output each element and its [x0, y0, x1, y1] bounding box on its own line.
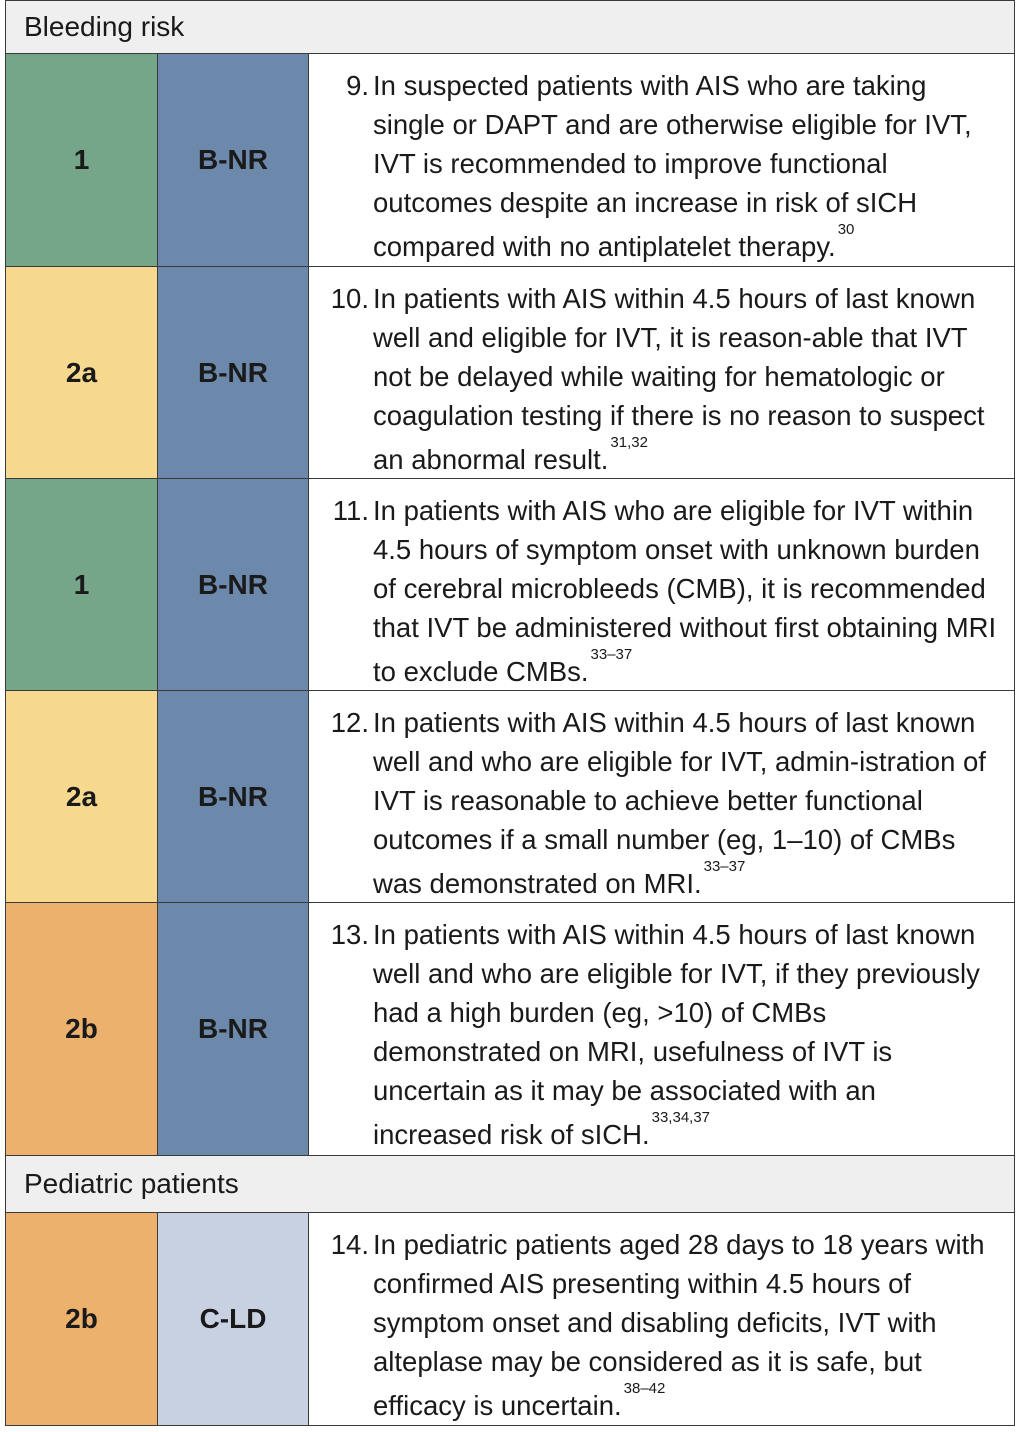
class-of-recommendation-cell: 2b — [6, 1213, 158, 1425]
recommendation-text-cell — [309, 691, 1014, 902]
reference-superscript: 33–37 — [590, 646, 633, 663]
section-header-pediatric-patients — [6, 1155, 1014, 1213]
recommendations-table — [5, 0, 1015, 1426]
recommendation-text-cell — [309, 479, 1014, 690]
recommendation-text: In patients with AIS within 4.5 hours of last known well and eligible for IVT, it is reason-able that IVT not be delayed while waiting for hematologic or coagulation testing if there is no reason to suspect an abnormal result. — [373, 283, 985, 476]
recommendation-row-13 — [6, 903, 1014, 1155]
level-of-evidence-cell: B-NR — [158, 691, 309, 902]
recommendation-number: 9. — [346, 70, 369, 101]
recommendation-text: In patients with AIS within 4.5 hours of last known well and who are eligible for IVT, admin-istration of IVT is reasonable to achieve better functional outcomes if a small number (eg, 1–10) of CMBs was demonstrated on MRI. — [373, 707, 986, 900]
recommendation-text-cell — [309, 1213, 1014, 1425]
recommendation-row-14 — [6, 1213, 1014, 1425]
class-of-recommendation-cell: 1 — [6, 54, 158, 266]
level-of-evidence-cell: B-NR — [158, 903, 309, 1155]
recommendation-text: In pediatric patients aged 28 days to 18 years with confirmed AIS presenting within 4.5 hours of symptom onset and disabling deficits, IVT with alteplase may be considered as it is safe, but efficacy is uncertain. — [373, 1229, 985, 1422]
level-of-evidence-cell: B-NR — [158, 479, 309, 690]
reference-superscript: 33–37 — [703, 858, 746, 875]
level-of-evidence-cell: C-LD — [158, 1213, 309, 1425]
level-of-evidence-cell: B-NR — [158, 54, 309, 266]
section-title: Pediatric patients — [24, 1168, 239, 1199]
recommendation-number: 13. — [330, 919, 369, 950]
recommendation-number: 11. — [332, 495, 369, 526]
recommendation-number: 12. — [330, 707, 369, 738]
reference-superscript: 31,32 — [610, 434, 648, 451]
recommendation-text: In suspected patients with AIS who are taking single or DAPT and are otherwise eligible for IVT, IVT is recommended to improve functional outcomes despite an increase in risk of sICH compared with no antiplatelet therapy. — [373, 70, 972, 263]
recommendation-number: 10. — [330, 283, 369, 314]
reference-superscript: 38–42 — [623, 1380, 666, 1397]
recommendation-text-cell — [309, 267, 1014, 478]
recommendation-text: In patients with AIS who are eligible for IVT within 4.5 hours of symptom onset with unknown burden of cerebral microbleeds (CMB), it is recommended that IVT be administered without first obtaining MRI to exclude CMBs. — [373, 495, 997, 688]
recommendation-number: 14. — [330, 1229, 369, 1260]
recommendation-text-cell — [309, 54, 1014, 266]
recommendation-row-12 — [6, 691, 1014, 903]
class-of-recommendation-cell: 2a — [6, 267, 158, 478]
recommendation-row-11 — [6, 479, 1014, 691]
section-header-bleeding-risk — [6, 0, 1014, 54]
class-of-recommendation-cell: 2b — [6, 903, 158, 1155]
recommendation-text: In patients with AIS within 4.5 hours of last known well and who are eligible for IVT, if they previously had a high burden (eg, >10) of CMBs demonstrated on MRI, usefulness of IVT is uncertain as it may be associated with an increased risk of sICH. — [373, 919, 980, 1151]
level-of-evidence-cell: B-NR — [158, 267, 309, 478]
recommendation-row-9 — [6, 54, 1014, 267]
recommendation-row-10 — [6, 267, 1014, 479]
recommendation-text-cell — [309, 903, 1014, 1155]
class-of-recommendation-cell: 2a — [6, 691, 158, 902]
reference-superscript: 33,34,37 — [651, 1109, 711, 1126]
reference-superscript: 30 — [837, 221, 855, 238]
class-of-recommendation-cell: 1 — [6, 479, 158, 690]
section-title: Bleeding risk — [24, 11, 185, 42]
